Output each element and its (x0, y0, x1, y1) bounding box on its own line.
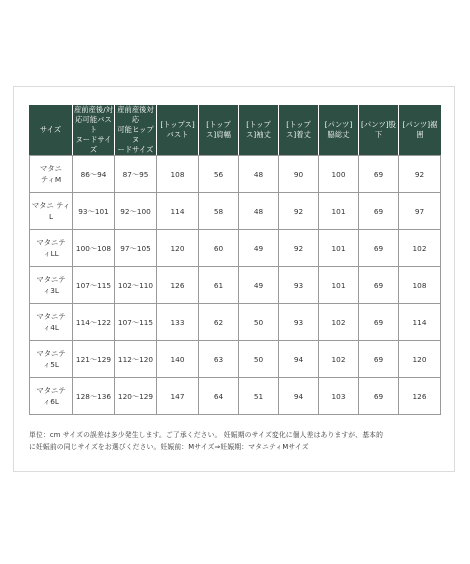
table-cell: 102 (319, 341, 359, 378)
table-row (29, 193, 441, 230)
table-cell: 50 (239, 341, 279, 378)
table-cell: 120〜129 (115, 378, 157, 415)
table-cell: 121〜129 (73, 341, 115, 378)
table-cell: 133 (157, 304, 199, 341)
table-cell: 94 (279, 341, 319, 378)
table-cell: 69 (359, 267, 399, 304)
table-cell: 101 (319, 193, 359, 230)
size-table (29, 105, 441, 415)
table-row (29, 304, 441, 341)
note-line-1: 単位：cm サイズの誤差は多少発生します。ご了承ください。 妊娠期のサイズ変化に個人差はありますが、基本的 (29, 431, 384, 439)
table-cell: 93〜101 (73, 193, 115, 230)
table-row (29, 267, 441, 304)
column-header: [パンツ] 脇総丈 (319, 105, 359, 155)
table-cell: 87〜95 (115, 155, 157, 193)
table-cell: 61 (199, 267, 239, 304)
table-cell: 58 (199, 193, 239, 230)
table-cell: 120 (399, 341, 441, 378)
table-cell: 147 (157, 378, 199, 415)
size-label-cell: マタニテ ィ3L (29, 267, 73, 304)
table-header-row (29, 105, 441, 155)
table-cell: 102 (399, 230, 441, 267)
table-cell: 48 (239, 193, 279, 230)
table-cell: 107〜115 (115, 304, 157, 341)
table-cell: 48 (239, 155, 279, 193)
size-label-cell: マタニテ ィ4L (29, 304, 73, 341)
table-cell: 51 (239, 378, 279, 415)
table-cell: 120 (157, 230, 199, 267)
size-note (29, 429, 443, 453)
table-cell: 114 (157, 193, 199, 230)
table-body (29, 155, 441, 415)
table-cell: 92 (279, 230, 319, 267)
table-cell: 97 (399, 193, 441, 230)
column-header: [トップ ス]肩幅 (199, 105, 239, 155)
size-label-cell: マタニテ ィ5L (29, 341, 73, 378)
table-cell: 102 (319, 304, 359, 341)
table-cell: 86〜94 (73, 155, 115, 193)
table-cell: 112〜120 (115, 341, 157, 378)
column-header: [パンツ]股下 (359, 105, 399, 155)
table-cell: 92〜100 (115, 193, 157, 230)
table-cell: 60 (199, 230, 239, 267)
table-cell: 92 (399, 155, 441, 193)
table-cell: 100〜108 (73, 230, 115, 267)
table-cell: 97〜105 (115, 230, 157, 267)
table-cell: 126 (399, 378, 441, 415)
table-cell: 64 (199, 378, 239, 415)
table-cell: 69 (359, 230, 399, 267)
size-label-cell: マタニテ ィLL (29, 230, 73, 267)
column-header: [トップス] バスト (157, 105, 199, 155)
table-cell: 69 (359, 304, 399, 341)
table-cell: 114 (399, 304, 441, 341)
table-cell: 50 (239, 304, 279, 341)
table-cell: 63 (199, 341, 239, 378)
size-label-cell: マタニ ティL (29, 193, 73, 230)
column-header: サイズ (29, 105, 73, 155)
table-cell: 69 (359, 378, 399, 415)
table-cell: 49 (239, 230, 279, 267)
table-cell: 128〜136 (73, 378, 115, 415)
table-cell: 69 (359, 155, 399, 193)
table-cell: 114〜122 (73, 304, 115, 341)
table-row (29, 378, 441, 415)
table-cell: 93 (279, 267, 319, 304)
column-header: [トップ ス]着丈 (279, 105, 319, 155)
size-label-cell: マタニ ティM (29, 155, 73, 193)
table-cell: 92 (279, 193, 319, 230)
table-cell: 103 (319, 378, 359, 415)
size-label-cell: マタニテ ィ6L (29, 378, 73, 415)
table-row (29, 155, 441, 193)
table-row (29, 230, 441, 267)
table-cell: 126 (157, 267, 199, 304)
table-cell: 94 (279, 378, 319, 415)
table-cell: 140 (157, 341, 199, 378)
table-cell: 69 (359, 193, 399, 230)
table-cell: 107〜115 (73, 267, 115, 304)
table-cell: 101 (319, 230, 359, 267)
size-chart-card (13, 86, 455, 472)
table-cell: 56 (199, 155, 239, 193)
table-cell: 102〜110 (115, 267, 157, 304)
table-cell: 101 (319, 267, 359, 304)
table-cell: 69 (359, 341, 399, 378)
table-cell: 93 (279, 304, 319, 341)
column-header: [トップ ス]袖丈 (239, 105, 279, 155)
table-cell: 90 (279, 155, 319, 193)
column-header: [パンツ]裾囲 (399, 105, 441, 155)
table-cell: 100 (319, 155, 359, 193)
note-line-2: に妊娠前の同じサイズをお選びください。妊娠前：Mサイズ⇒妊娠期：マタニティMサイズ (29, 443, 309, 451)
column-header: 産前産後/対 応可能バスト ヌードサイズ (73, 105, 115, 155)
table-cell: 108 (157, 155, 199, 193)
table-cell: 108 (399, 267, 441, 304)
table-row (29, 341, 441, 378)
column-header: 産前産後対応 可能ヒップヌ ードサイズ (115, 105, 157, 155)
table-cell: 62 (199, 304, 239, 341)
table-cell: 49 (239, 267, 279, 304)
